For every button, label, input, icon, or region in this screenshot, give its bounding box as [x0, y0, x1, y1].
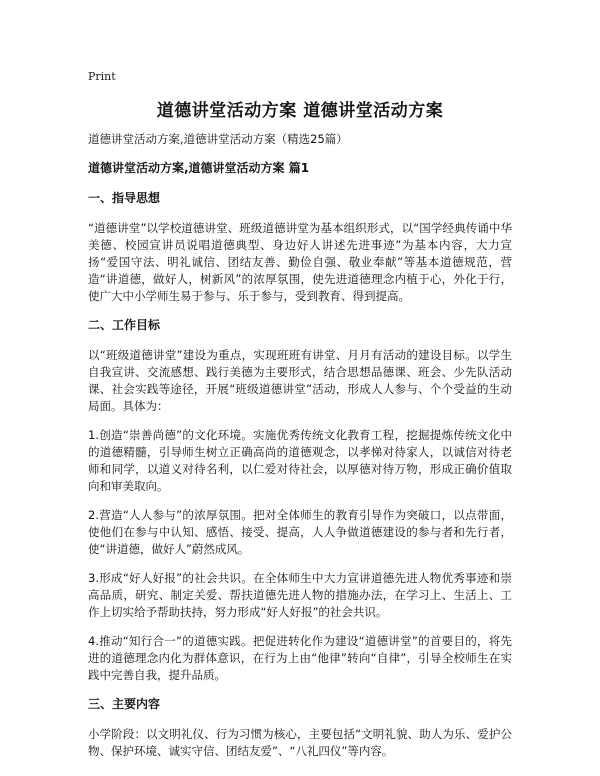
page-title: 道德讲堂活动方案 道德讲堂活动方案: [156, 101, 444, 121]
paragraph: 2.营造“人人参与”的浓厚氛围。把对全体师生的教育引导作为突破口，以点带面，使他们在参与中认知、感悟、接受、提高，人人争做道德建设的参与者和先行者，使“讲道德，做好人”蔚然成风。: [88, 508, 512, 556]
heading-work-goals: 二、工作目标: [88, 318, 161, 332]
paragraph: 3.形成“好人好报”的社会共识。在全体师生中大力宣讲道德先进人物优秀事迹和崇高品质，研究、制定关爱、帮扶道德先进人物的措施办法，在学习上、生活上、工作上切实给予帮助扶持，努力形成“好人好报”的社会共识。: [88, 571, 512, 619]
paragraph: 4.推动“知行合一”的道德实践。把促进转化作为建设“道德讲堂”的首要目的，将先进的道德理念内化为群体意识，在行为上由“他律”转向“自律”，引导全校师生在实践中完善自我，提升品质。: [88, 634, 512, 682]
paragraph: 以“班级道德讲堂”建设为重点，实现班班有讲堂、月月有活动的建设目标。以学生自我宣讲、交流感想、践行美德为主要形式，结合思想品德课、班会、少先队活动课、社会实践等途径，开展“班级道德讲堂”活动，形成人人参与、个个受益的生动局面。具体为：: [88, 348, 512, 413]
paragraph: 小学阶段：以文明礼仪、行为习惯为核心，主要包括“文明礼貌、助人为乐、爱护公物、保护环境、诚实守信、团结友爱”、“八礼四仪”等内容。: [88, 727, 512, 758]
paragraph: “道德讲堂”以学校道德讲堂、班级道德讲堂为基本组织形式，以“国学经典传诵中华美德、校园宣讲员说唱道德典型、身边好人讲述先进事迹”为基本内容，大力宣扬“爱国守法、明礼诚信、团结友善、勤俭自强、敬业奉献”等基本道德规范，营造“讲道德，做好人，树新风”的浓厚氛围，使先进道德理念内植于心，外化于行，使广大中小学师生易于参与、乐于参与，受到教育、得到提高。: [88, 221, 512, 303]
heading-guiding-thought: 一、指导思想: [88, 191, 161, 205]
print-label: Print: [88, 70, 116, 83]
heading-main-content: 三、主要内容: [88, 697, 161, 711]
paragraph: 1.创造“崇善尚德”的文化环境。实施优秀传统文化教育工程，挖掘提炼传统文化中的道德精髓，引导师生树立正确高尚的道德观念，以孝悌对待家人，以诚信对待老师和同学，以道义对待名利，以仁爱对待社会，以厚德对待万物，形成正确价值取向和审美取向。: [88, 428, 512, 493]
document-subtitle: 道德讲堂活动方案,道德讲堂活动方案（精选25篇）: [88, 132, 348, 146]
document-body: [88, 131, 512, 772]
section-title: 道德讲堂活动方案,道德讲堂活动方案 篇1: [88, 161, 310, 175]
